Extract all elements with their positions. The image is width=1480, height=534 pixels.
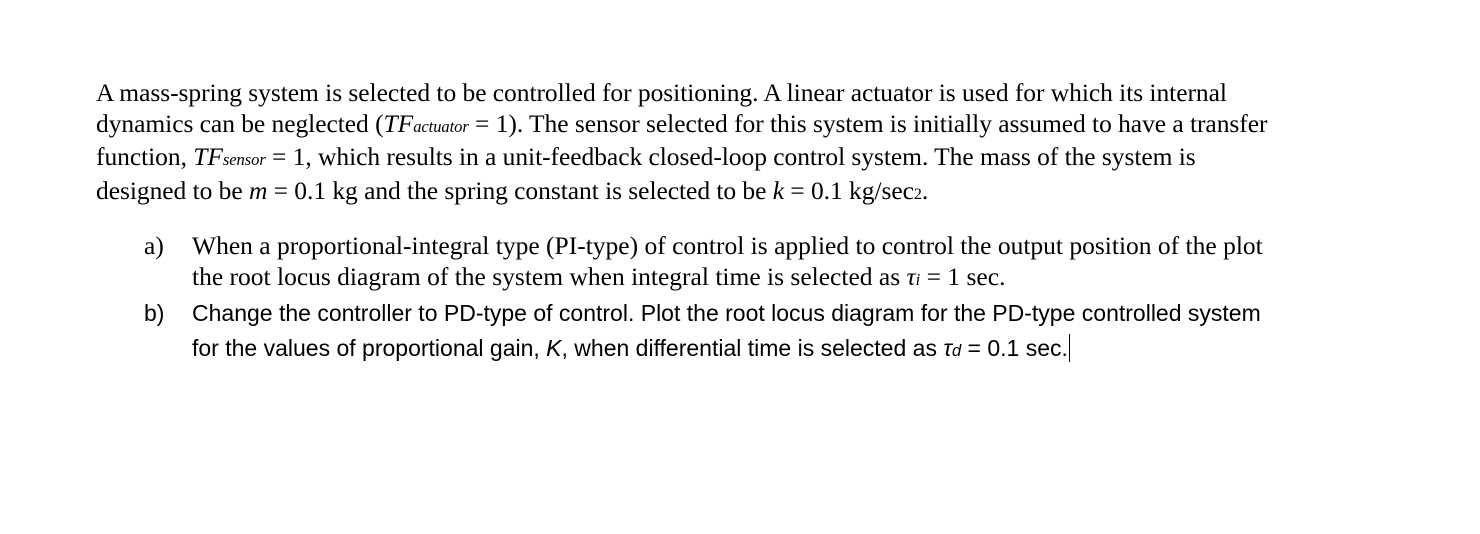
text-cursor [1069, 334, 1070, 362]
intro-line-3-text-a: function, [96, 142, 194, 172]
intro-line-1 [96, 78, 1396, 109]
mass-symbol: m [248, 176, 268, 206]
question-b-line-2-text-c: = 0.1 sec. [961, 334, 1068, 361]
intro-line-2-text-a: dynamics can be neglected ( [96, 108, 384, 138]
intro-line-3 [96, 142, 1396, 176]
intro-line-4 [96, 176, 1396, 211]
intro-line-2 [96, 109, 1396, 143]
tf-sensor-symbol: TF [193, 142, 223, 172]
question-a-body [192, 231, 1263, 295]
question-b-line-1-text: Change the controller to PD-type of control. Plot the root locus diagram for the PD-type controlled system [192, 300, 1261, 326]
tf-actuator-subscript: actuator [413, 116, 469, 136]
question-b-line-2 [192, 331, 1261, 369]
intro-paragraph [96, 78, 1396, 211]
intro-line-2-text-b: = 1). The sensor selected for this system is initially assumed to have a transfer [468, 108, 1268, 138]
sec-squared-subscript: 2 [913, 186, 922, 204]
tf-actuator-symbol: TF [383, 108, 414, 138]
question-a-marker: a) [144, 231, 164, 260]
tau-i-subscript: i [915, 269, 921, 289]
question-a-line-2 [192, 262, 1263, 296]
question-a-line-2-text-a: the root locus diagram of the system when integral time is selected as [192, 261, 907, 291]
intro-line-4-text-c: = 0.1 kg/sec [783, 176, 914, 206]
intro-line-3-text-b: = 1, which results in a unit-feedback closed-loop control system. The mass of the system is [265, 142, 1196, 172]
question-b-body [192, 296, 1261, 368]
question-b-marker: b) [144, 300, 165, 326]
intro-line-4-text-a: designed to be [96, 176, 249, 206]
question-b-line-2-text-a: for the values of proportional gain, [192, 334, 547, 361]
question-a-line-2-text-b: = 1 sec. [920, 261, 1006, 291]
question-a-line-1 [192, 231, 1263, 262]
intro-line-4-text-b: = 0.1 kg and the spring constant is selected to be [267, 176, 773, 206]
intro-line-4-period: . [921, 176, 929, 206]
tau-d-symbol: τ [943, 334, 952, 361]
question-b-line-1 [192, 296, 1261, 331]
tau-i-symbol: τ [906, 261, 916, 291]
question-a-line-1-text: When a proportional-integral type (PI-type) of control is applied to control the output position of the plot [192, 231, 1263, 260]
intro-line-1-text: A mass-spring system is selected to be controlled for positioning. A linear actuator is used for which its internal [96, 78, 1227, 107]
question-b-line-2-text-b: , when differential time is selected as [561, 334, 944, 361]
tf-sensor-subscript: sensor [222, 150, 266, 170]
gain-k-symbol: K [546, 334, 562, 361]
spring-constant-symbol: k [772, 176, 784, 206]
tau-d-subscript: d [951, 341, 962, 360]
